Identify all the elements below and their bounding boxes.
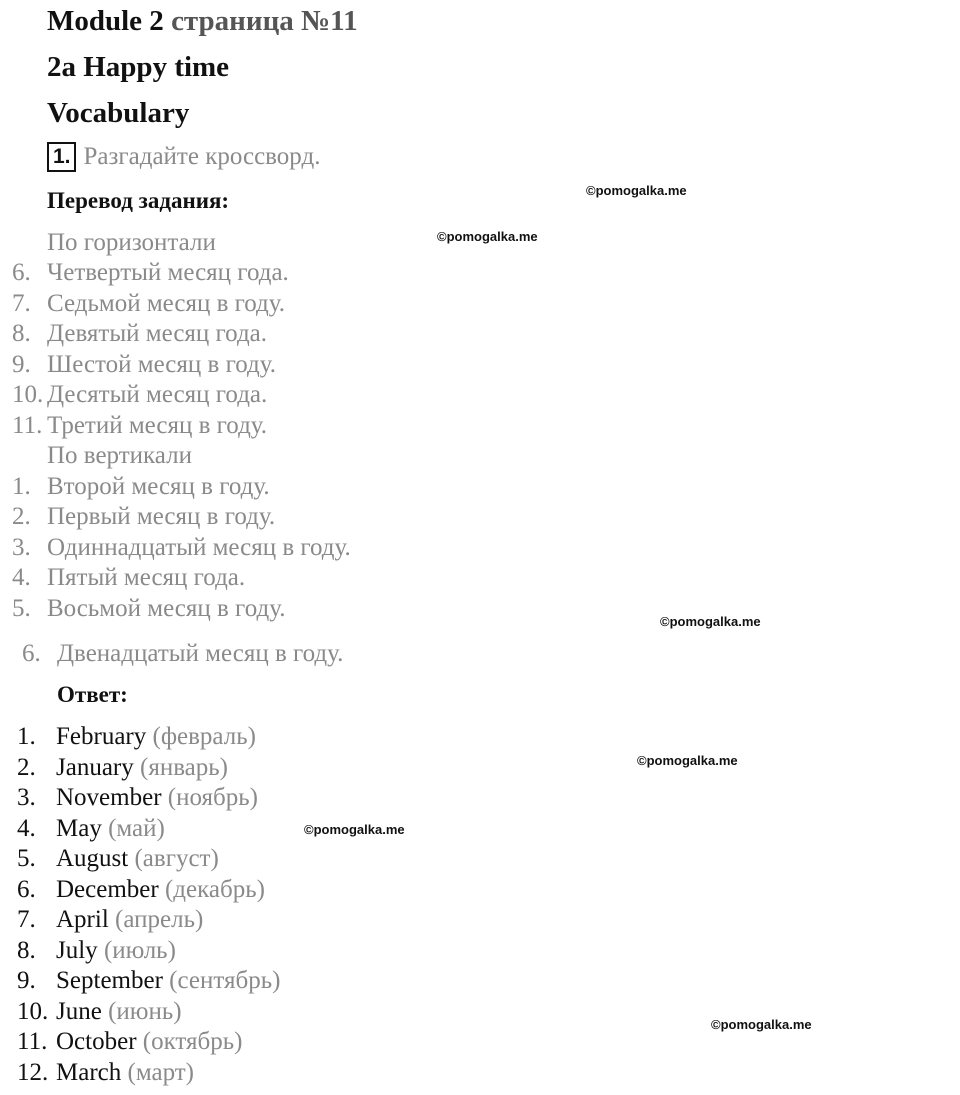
module-label: Module 2 [47, 5, 164, 37]
list-item: 1. Второй месяц в году. [12, 473, 270, 500]
list-item: 5. August (август) [17, 845, 219, 872]
list-item: 3. Одиннадцатый месяц в году. [12, 534, 351, 561]
watermark: ©pomogalka.me [637, 753, 738, 768]
list-item: 3. November (ноябрь) [17, 784, 258, 811]
page-number-label: страница №11 [171, 5, 358, 37]
list-item: 11. Третий месяц в году. [12, 412, 268, 439]
list-item: 2. January (январь) [17, 754, 229, 781]
list-item: 1. February (февраль) [17, 723, 256, 750]
watermark: ©pomogalka.me [660, 614, 761, 629]
list-item: 6. Четвертый месяц года. [12, 259, 289, 286]
task-number-box: 1. [47, 142, 76, 172]
list-item: 10. Десятый месяц года. [12, 381, 268, 408]
list-item: 9. Шестой месяц в году. [12, 351, 276, 378]
task-text: Разгадайте кроссворд. [83, 143, 321, 170]
list-item: 2. Первый месяц в году. [12, 503, 276, 530]
list-item: 11. October (октябрь) [17, 1028, 243, 1055]
list-item: 7. Седьмой месяц в году. [12, 290, 286, 317]
across-title: По горизонтали [47, 229, 216, 256]
list-item: 8. July (июль) [17, 937, 176, 964]
page-title [47, 4, 358, 38]
list-item: 7. April (апрель) [17, 906, 204, 933]
section-title: Vocabulary [47, 97, 190, 129]
lesson-title: 2a Happy time [47, 51, 230, 83]
translation-title: Перевод задания: [47, 188, 230, 213]
watermark: ©pomogalka.me [437, 229, 538, 244]
list-item: 8. Девятый месяц года. [12, 320, 268, 347]
watermark: ©pomogalka.me [711, 1017, 812, 1032]
list-item: 6. December (декабрь) [17, 876, 265, 903]
watermark: ©pomogalka.me [304, 822, 405, 837]
answer-title: Ответ: [57, 682, 128, 707]
task-row [47, 142, 320, 172]
list-item: 12. March (март) [17, 1059, 194, 1086]
down-title: По вертикали [47, 442, 192, 469]
watermark: ©pomogalka.me [586, 183, 687, 198]
list-item: 9. September (сентябрь) [17, 967, 281, 994]
list-item: 6. Двенадцатый месяц в году. [22, 640, 344, 667]
list-item: 5. Восьмой месяц в году. [12, 595, 286, 622]
list-item: 10. June (июнь) [17, 998, 182, 1025]
list-item: 4. May (май) [17, 815, 165, 842]
list-item: 4. Пятый месяц года. [12, 564, 246, 591]
